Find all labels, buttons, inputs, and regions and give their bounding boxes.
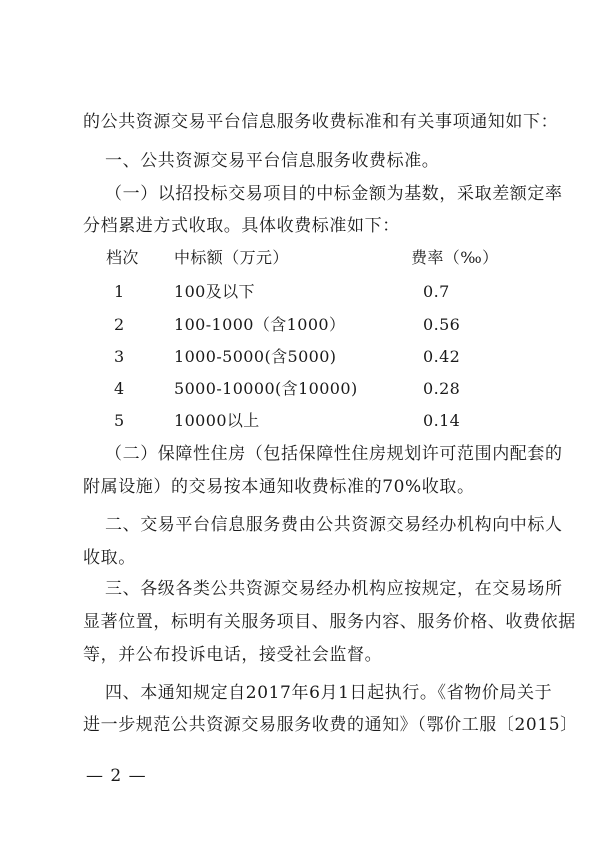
table-cell-amount: 100及以下 [174,282,255,301]
table-cell-tier: 2 [114,315,125,334]
table-cell-amount: 5000-10000(含10000) [174,379,358,398]
table-cell-tier: 5 [114,411,125,430]
table-header-rate: 费率（‰） [411,248,499,267]
section1-heading: 一、公共资源交易平台信息服务收费标准。 [105,151,440,171]
table-cell-tier: 4 [114,379,125,398]
table-cell-rate: 0.56 [423,315,461,334]
table-cell-amount: 100-1000（含1000） [174,315,346,334]
body-line-intro: 的公共资源交易平台信息服务收费标准和有关事项通知如下： [83,112,559,132]
item2-line2: 附属设施）的交易按本通知收费标准的70%收取。 [83,477,475,497]
item1-line1: （一）以招投标交易项目的中标金额为基数，采取差额定率 [105,184,563,204]
page-number: — 2 — [86,766,147,786]
table-cell-rate: 0.14 [423,411,461,430]
section3-line1: 三、各级各类公共资源交易经办机构应按规定，在交易场所 [105,579,563,599]
table-cell-amount: 1000-5000(含5000) [174,347,337,366]
section4-line2: 进一步规范公共资源交易服务收费的通知》（鄂价工服〔2015〕 [83,715,578,735]
table-header-amount: 中标额（万元） [174,248,289,267]
table-cell-rate: 0.42 [423,347,461,366]
table-cell-tier: 3 [114,347,125,366]
table-cell-tier: 1 [114,282,125,301]
table-cell-amount: 10000以上 [174,411,260,430]
item2-line1: （二）保障性住房（包括保障性住房规划许可范围内配套的 [105,444,563,464]
item1-line2: 分档累进方式收取。具体收费标准如下： [83,216,400,236]
table-header-tier: 档次 [106,248,139,267]
table-cell-rate: 0.28 [423,379,461,398]
section3-line3: 等，并公布投诉电话，接受社会监督。 [83,645,383,665]
table-cell-rate: 0.7 [423,282,450,301]
section2-line1: 二、交易平台信息服务费由公共资源交易经办机构向中标人 [105,515,563,535]
section3-line2: 显著位置，标明有关服务项目、服务内容、服务价格、收费依据 [83,612,576,632]
section4-line1: 四、本通知规定自2017年6月1日起执行。《省物价局关于 [105,683,553,703]
section2-line2: 收取。 [83,548,136,568]
